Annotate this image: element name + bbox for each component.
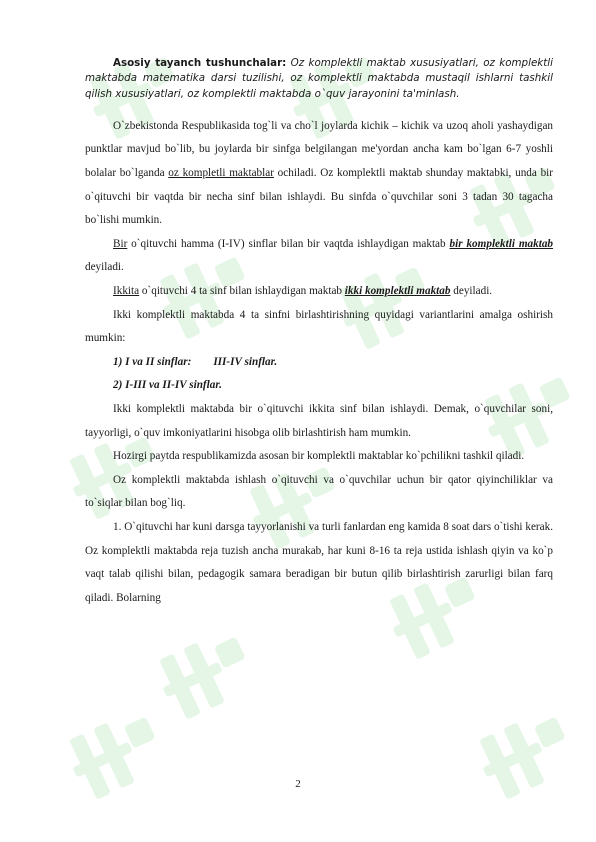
text-run: O`zbekistonda Respublikasida tog`li va cho`l joylarda kichik – kichik va uzoq aholi yashaydigan punktlar mavjud bo`lib, bu joylarda bir sinfga belgilangan me'yordan ancha kam bo`lgan 6-7 yoshli bolalar bo`lganda [85, 119, 553, 180]
definition-term: bir komplektli maktab [449, 237, 554, 250]
page-content [85, 56, 553, 610]
paragraph-current: Hozirgi paytda respublikamizda asosan bir komplektli maktablar ko`pchilikni tashkil qiladi. [113, 450, 525, 463]
paragraph-teacher: Ikki komplektli maktabda bir o`qituvchi ikkita sinf bilan ishlaydi. Demak, o`quvchilar soni, tayyorligi, o`quv imkoniyatlarini hisobga olib birlashtirish ham mumkin. [85, 403, 553, 439]
page-number: 2 [295, 778, 301, 790]
underlined-term: oz kompletli maktablar [168, 167, 274, 180]
paragraph-two-complect [85, 280, 553, 304]
paragraph-intro [85, 115, 553, 233]
definition-term: ikki komplektli maktab [344, 285, 451, 298]
logo-watermark [470, 700, 580, 810]
variant-1 [85, 351, 553, 375]
underlined-word: Bir [113, 237, 128, 250]
keywords-label: Asosiy tayanch tushunchalar: [113, 57, 287, 69]
paragraph-point-1: 1. O`qituvchi har kuni darsga tayyorlanishi va turli fanlardan eng kamida 8 soat dars o`tishi kerak. Oz komplektli maktabda reja tuzish ancha murakab, har kuni 8-16 ta reja ustida ishlash qiyin va ko`p vaqt talab qilishi bilan, pedagogik samara beradigan bir butun qilib birlashtirish zarurligi bilan farq qiladi. Bolarning [85, 520, 553, 604]
logo-watermark [60, 700, 170, 810]
text-run: o`qituvchi 4 ta sinf bilan ishlaydigan maktab [139, 285, 345, 298]
paragraph-one-complect [85, 233, 553, 280]
text-run: deyiladi. [85, 261, 124, 274]
paragraph-difficulties: Oz komplektli maktabda ishlash o`qituvchi va o`quvchilar uchun bir qator qiyinchiliklar va to`siqlar bilan bog`liq. [85, 473, 553, 510]
text-run: deyiladi. [450, 285, 493, 298]
keywords-paragraph [85, 56, 553, 102]
variant-2: 2) I-III va II-IV sinflar. [113, 379, 222, 392]
logo-watermark [150, 620, 260, 730]
text-run: ochiladi. Oz komplektli maktab shunday maktabki, unda bir o`qituvchi bir vaqtda bir necha sinf bilan ishlaydi. Bu sinfda o`quvchilar soni 3 tadan 30 tagacha bo`lishi mumkin. [85, 167, 554, 227]
underlined-word: Ikkita [113, 285, 140, 298]
paragraph-variants: Ikki komplektli maktabda 4 ta sinfni birlashtirishning quyidagi variantlarini amalga oshirish mumkin: [85, 308, 553, 345]
variant-1-part-a: 1) I va II sinflar: [113, 355, 192, 368]
variant-1-part-b: III-IV sinflar. [213, 355, 278, 368]
text-run: o`qituvchi hamma (I-IV) sinflar bilan bir vaqtda ishlaydigan maktab [127, 237, 450, 250]
keywords-text: Oz komplektli maktab xususiyatlari, oz komplektli maktabda matematika darsi tuzilishi, oz komplektli maktabda mustaqil ishlarni tashkil qilish xususiyatlari, oz komplektli maktabda o`quv jarayonini ta'minlash. [85, 57, 553, 100]
